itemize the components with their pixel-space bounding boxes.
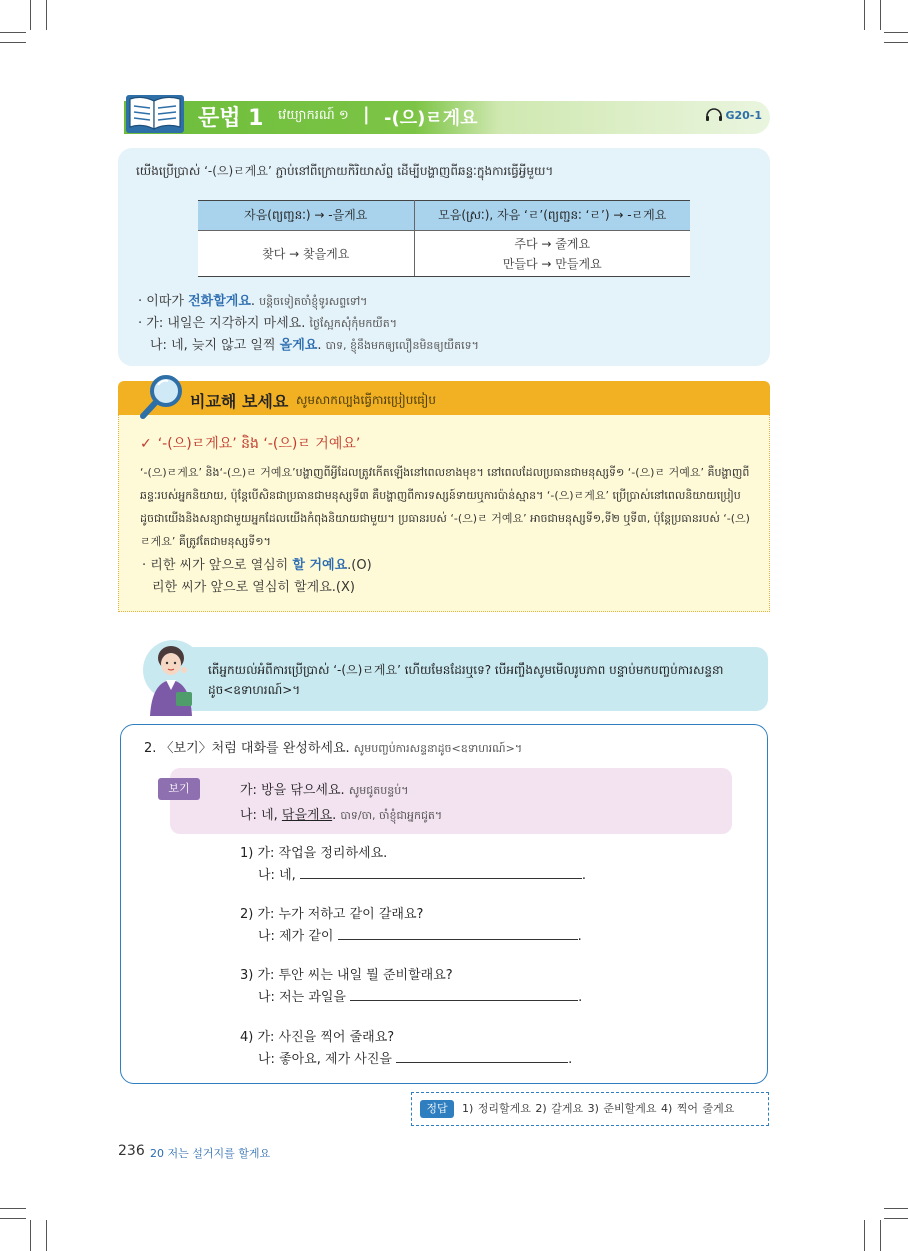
example-dialog-line xyxy=(240,778,442,803)
table-header-vowel: 모음(ស្រៈ), 자음 ‘ㄹ’(ព្យញ្ជនៈ ‘ㄹ’) → -ㄹ게요 xyxy=(414,201,690,231)
example-line xyxy=(138,291,479,313)
grammar-header xyxy=(118,99,770,135)
compare-explanation: ‘-(으)ㄹ게요’ និង‘-(으)ㄹ 거예요’បង្ហាញពីអ្វីដែលត្រូវកើតឡើងនៅពេលខាងមុខ។ នៅពេលដែលប្រធានជាមនុស្សទី១ ‘-(으)ㄹ 거예요’ គឺបង្ហាញពីឆន្ទៈរបស់អ្នកនិយាយ, ប៉ុន្តែបើសិនជាប្រធានជាមនុស្សទី៣ គឺបង្ហាញពីការទស្សន៍ទាយឬការប៉ាន់ស្មាន។ ‘-(으)ㄹ게요’ ប្រើប្រាស់នៅពេលនិយាយប្រៀបដូចជាយើងនិងសន្យាជាមួយអ្នកដែលយើងកំពុងនិយាយជាមួយ។ ប្រធានរបស់ ‘-(으)ㄹ 거예요’ អាចជាមនុស្សទី១,ទី២ ឬទី៣, ប៉ុន្តែប្រធានរបស់ ‘-(으)ㄹ게요’ គឺត្រូវតែជាមនុស្សទី១។ xyxy=(140,466,750,548)
example-text: 나: 네, 늦지 않고 일찍 xyxy=(150,338,280,353)
table-cell-vowel-line: 만들다 → 만들게요 xyxy=(502,256,602,271)
example-text: 가: 내일은 지각하지 마세요. xyxy=(146,316,310,331)
crop-mark xyxy=(864,1220,865,1251)
example-text: 이따가 xyxy=(146,294,189,309)
headphones-icon xyxy=(705,108,723,122)
compare-example-line xyxy=(142,555,372,577)
compare-example-text: · 리한 씨가 앞으로 열심히 xyxy=(142,558,293,573)
crop-mark xyxy=(884,1218,908,1219)
page-number: 236 xyxy=(118,1143,145,1159)
grammar-title: -(으)ㄹ게요 xyxy=(384,108,478,129)
example-line xyxy=(138,335,479,357)
exercise-question: 3) 가: 투안 씨는 내일 뭘 준비할래요? xyxy=(240,968,453,983)
table-cell-vowel-line: 주다 → 줄게요 xyxy=(514,236,591,251)
crop-mark xyxy=(880,0,881,30)
audio-track-label: G20-1 xyxy=(725,109,762,122)
crop-mark xyxy=(0,1218,26,1219)
answer-blank[interactable] xyxy=(300,865,582,879)
crop-mark xyxy=(880,1220,881,1251)
compare-example-line: 리한 씨가 앞으로 열심히 할게요.(X) xyxy=(152,580,355,595)
teacher-illustration xyxy=(140,640,206,716)
magnifier-icon xyxy=(138,374,184,422)
compare-subtitle-text: ‘-(으)ㄹ게요’ និង ‘-(으)ㄹ 거예요’ xyxy=(157,436,361,452)
exercise-answer-line: 나: 네, . xyxy=(240,865,586,887)
check-icon: ✓ xyxy=(140,436,152,452)
crop-mark xyxy=(46,1220,47,1251)
grammar-examples xyxy=(138,291,479,357)
example-translation: បាទ, ខ្ញុំនឹងមកឲ្យលឿនមិនឲ្យយឺតទេ។ xyxy=(325,339,479,352)
table-cell-vowel xyxy=(414,231,690,277)
compare-khmer: សូមសាកល្បងធ្វើការប្រៀបធៀប xyxy=(296,393,436,407)
example-highlight: 올게요 xyxy=(279,338,318,353)
exercise-answer-prefix: 나: 제가 같이 xyxy=(258,929,334,944)
example-tag: 보기 xyxy=(158,778,200,800)
crop-mark xyxy=(30,1220,31,1251)
example-bullet: · xyxy=(138,316,143,331)
example-line xyxy=(138,313,479,335)
exercise-item xyxy=(240,965,582,1009)
table-cell-consonant: 찾다 → 찾을게요 xyxy=(198,231,414,277)
table-header-consonant: 자음(ព្យញ្ជនៈ) → -을게요 xyxy=(198,201,414,231)
chapter-title: 20 저는 설거지를 할게요 xyxy=(150,1147,271,1160)
crop-mark xyxy=(884,32,908,33)
crop-mark xyxy=(46,0,47,30)
exercise-title-ko: 2. 〈보기〉처럼 대화를 완성하세요. xyxy=(144,741,350,756)
example-dialog-line xyxy=(240,803,442,828)
compare-examples xyxy=(142,555,372,599)
example-text: . xyxy=(317,338,326,353)
exercise-question: 4) 가: 사진을 찍어 줄래요? xyxy=(240,1030,395,1045)
grammar-explanation-box xyxy=(118,148,770,366)
crop-mark xyxy=(0,32,26,33)
crop-mark xyxy=(0,42,26,43)
example-translation: បន្តិចទៀតចាំខ្ញុំទូរសព្ទទៅ។ xyxy=(259,295,368,308)
example-dialog xyxy=(240,778,442,828)
exercise-answer-prefix: 나: 저는 과일을 xyxy=(258,990,346,1005)
exercise-answer-prefix: 나: 좋아요, 제가 사진을 xyxy=(258,1052,392,1067)
answer-blank[interactable] xyxy=(338,926,578,940)
compare-example-text: .(O) xyxy=(347,558,372,573)
question-text: តើអ្នកយល់អំពីការប្រើប្រាស់ ‘-(으)ㄹ게요’ ហើយមែនដែរឬទេ? បើអញ្ចឹងសូមមើលរូបភាព បន្ទាប់មកបញ្ចប់ការសន្ទនាដូច<ឧទាហរណ៍>។ xyxy=(208,663,724,697)
exercise-item xyxy=(240,1027,572,1071)
example-translation: ថ្ងៃស្អែកសុំកុំមកយឺត។ xyxy=(309,317,398,330)
crop-mark xyxy=(0,1208,26,1209)
crop-mark xyxy=(884,1208,908,1209)
compare-title: 비교해 보세요 xyxy=(190,392,289,411)
crop-mark xyxy=(30,0,31,30)
conjugation-table xyxy=(198,200,690,277)
answer-key-tag: 정답 xyxy=(420,1100,454,1118)
exercise-item xyxy=(240,843,586,887)
exercise-answer-line: 나: 제가 같이 . xyxy=(240,926,582,948)
example-highlight: 전화할게요 xyxy=(188,294,251,309)
dialog-text: 나: 네, xyxy=(240,808,282,823)
exercise-title xyxy=(144,737,522,758)
grammar-intro: យើងប្រើប្រាស់ ‘-(으)ㄹ게요’ ភ្ជាប់នៅពីក្រោយកិរិយាស័ព្ទ ដើម្បីបង្ហាញពីឆន្ទៈក្នុងការធ្វើអ្វីមួយ។ xyxy=(136,164,554,178)
answer-key-text: 1) 정리할게요 2) 갈게요 3) 준비할게요 4) 찍어 줄게요 xyxy=(462,1102,735,1115)
exercise-question: 2) 가: 누가 저하고 같이 갈래요? xyxy=(240,907,424,922)
exercise-answer-line: 나: 저는 과일을 . xyxy=(240,987,582,1009)
exercise-title-km: សូមបញ្ចប់ការសន្ទនាដូច<ឧទាហរណ៍>។ xyxy=(353,742,523,755)
grammar-separator: | xyxy=(363,104,370,125)
dialog-translation: សូមជូតបន្ទប់។ xyxy=(348,784,409,797)
exercise-answer-line: 나: 좋아요, 제가 사진을 . xyxy=(240,1049,572,1071)
crop-mark xyxy=(864,0,865,30)
open-book-icon xyxy=(118,93,190,135)
audio-track[interactable] xyxy=(705,108,762,122)
answer-blank[interactable] xyxy=(350,987,578,1001)
dialog-answer: 닦을게요 xyxy=(281,808,333,823)
example-bullet: · xyxy=(138,294,143,309)
dialog-translation: បាទ/ចា, ចាំខ្ញុំជាអ្នកជូត។ xyxy=(340,809,443,822)
exercise-item xyxy=(240,904,582,948)
compare-subtitle xyxy=(140,433,360,455)
exercise-question: 1) 가: 작업을 정리하세요. xyxy=(240,846,388,861)
exercise-answer-prefix: 나: 네, xyxy=(258,868,296,883)
answer-blank[interactable] xyxy=(396,1049,568,1063)
example-text: . xyxy=(250,294,260,309)
dialog-text: . xyxy=(332,808,337,823)
compare-example-highlight: 할 거예요 xyxy=(292,558,348,573)
grammar-khmer-label: វេយ្យាករណ៍ ១ xyxy=(278,108,349,123)
grammar-number: 문법 1 xyxy=(198,106,264,131)
crop-mark xyxy=(884,42,908,43)
dialog-text: 가: 방을 닦으세요. xyxy=(240,783,345,798)
